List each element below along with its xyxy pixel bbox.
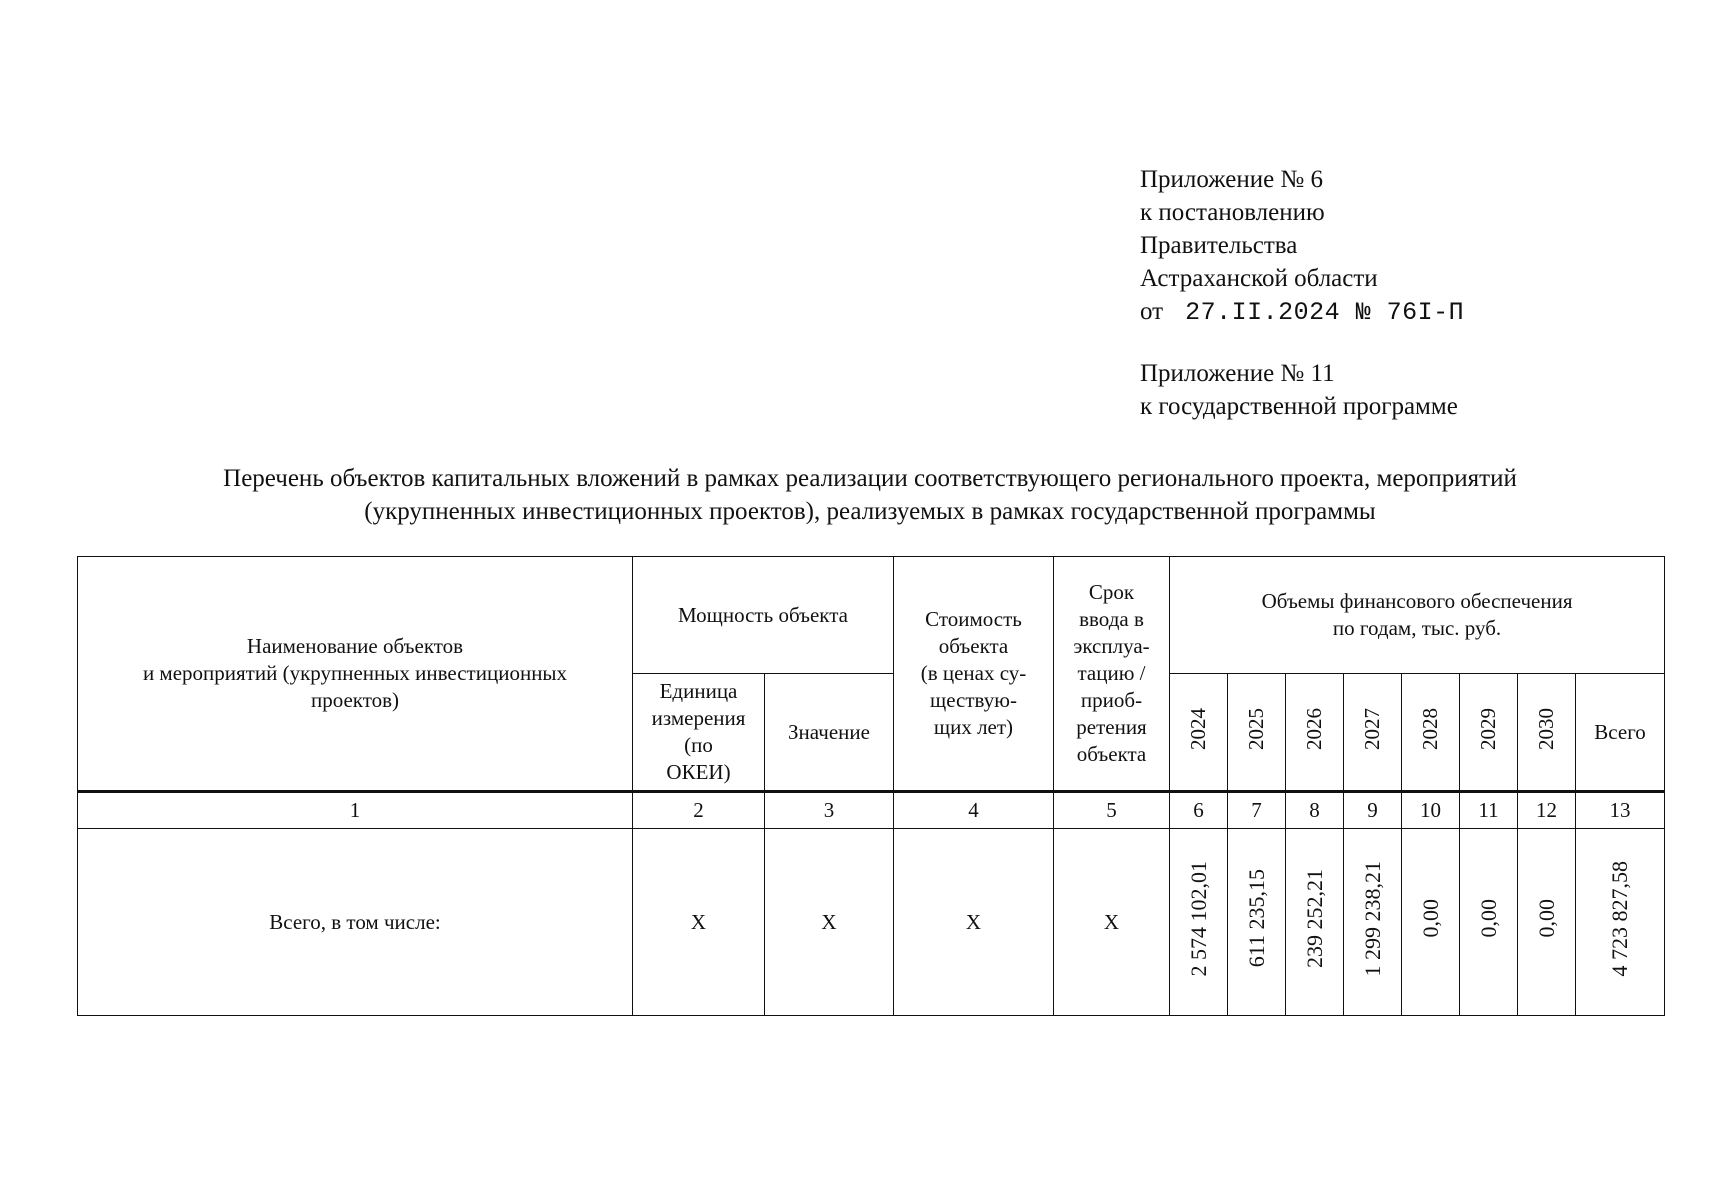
header-name-line: Наименование объектов — [246, 634, 464, 658]
amount-value: 239 252,21 — [1301, 869, 1327, 968]
column-number: 9 — [1344, 792, 1402, 829]
header-year-label: 2027 — [1360, 707, 1384, 750]
row-amount — [1402, 829, 1460, 1016]
column-number: 4 — [894, 792, 1054, 829]
column-number: 10 — [1402, 792, 1460, 829]
row-unit: X — [633, 829, 765, 1016]
amount-value: 1 299 238,21 — [1359, 860, 1385, 977]
table-row — [78, 829, 1665, 1016]
header-funding — [1170, 557, 1665, 674]
header-year — [1286, 674, 1344, 792]
amount-value: 611 235,15 — [1243, 869, 1269, 968]
header-term-line: эксплуа- — [1073, 634, 1150, 658]
row-amount — [1344, 829, 1402, 1016]
appendix-line: Приложение № 6 — [1140, 166, 1324, 193]
header-cost — [894, 557, 1054, 792]
title-line: (укрупненных инвестиционных проектов), реализуемых в рамках государственной программы — [364, 498, 1376, 525]
row-cost: X — [894, 829, 1054, 1016]
amount-value: 2 574 102,01 — [1185, 860, 1211, 977]
title-line: Перечень объектов капитальных вложений в рамках реализации соответствующего регионального проекта, мероприятий — [223, 465, 1517, 492]
header-funding-line: по годам, тыс. руб. — [1332, 616, 1502, 640]
header-term-line: ретения — [1076, 715, 1147, 739]
column-number: 8 — [1286, 792, 1344, 829]
header-unit-line: ОКЕИ) — [666, 760, 731, 784]
header-cost-line: объекта — [938, 634, 1009, 658]
header-year — [1460, 674, 1518, 792]
column-number: 2 — [633, 792, 765, 829]
header-term-line: ввода в — [1079, 607, 1144, 631]
row-amount — [1460, 829, 1518, 1016]
header-unit-line: (по — [684, 733, 713, 757]
header-year-label: 2025 — [1244, 707, 1268, 750]
header-year-label: 2026 — [1302, 707, 1326, 750]
column-number: 6 — [1170, 792, 1228, 829]
header-term-line: Срок — [1088, 580, 1135, 604]
amount-value: 0,00 — [1417, 899, 1443, 938]
date-stamp: 27.II.2024 № 76I-П — [1185, 298, 1465, 327]
row-amount — [1286, 829, 1344, 1016]
header-year-label: 2028 — [1418, 707, 1442, 750]
amount-value: 0,00 — [1533, 899, 1559, 938]
header-year — [1344, 674, 1402, 792]
header-year-label: 2024 — [1186, 707, 1210, 750]
appendix-line: к постановлению — [1140, 199, 1325, 226]
header-name-line: и мероприятий (укрупненных инвестиционных — [142, 661, 568, 685]
column-number: 11 — [1460, 792, 1518, 829]
row-name: Всего, в том числе: — [78, 829, 633, 1016]
appendix-line: к государственной программе — [1140, 393, 1458, 420]
header-cost-line: Стоимость — [925, 607, 1022, 631]
column-number: 5 — [1054, 792, 1170, 829]
column-number: 3 — [765, 792, 894, 829]
header-cost-line: щих лет) — [933, 715, 1014, 739]
header-unit-line: Единица — [659, 679, 738, 703]
row-amount — [1170, 829, 1228, 1016]
capital-investments-table — [77, 556, 1665, 1016]
appendix-line: Астраханской области — [1140, 265, 1378, 292]
header-term-line: тацию / — [1077, 661, 1146, 685]
header-year — [1518, 674, 1576, 792]
row-total — [1576, 829, 1665, 1016]
header-term — [1054, 557, 1170, 792]
header-cost-line: ществую- — [930, 688, 1017, 712]
column-number: 13 — [1576, 792, 1665, 829]
document-title — [60, 462, 1680, 528]
header-year — [1402, 674, 1460, 792]
amount-value: 0,00 — [1475, 899, 1501, 938]
column-number: 12 — [1518, 792, 1576, 829]
column-number: 1 — [78, 792, 633, 829]
row-term: X — [1054, 829, 1170, 1016]
header-term-line: приоб- — [1080, 688, 1143, 712]
header-term-line: объекта — [1076, 742, 1147, 766]
row-value: X — [765, 829, 894, 1016]
spacer — [1140, 329, 1464, 357]
header-year — [1228, 674, 1286, 792]
row-amount — [1228, 829, 1286, 1016]
header-year-label: 2029 — [1476, 707, 1500, 750]
column-number: 7 — [1228, 792, 1286, 829]
header-cost-line: (в ценах су- — [920, 661, 1027, 685]
header-unit — [633, 674, 765, 792]
row-amount — [1518, 829, 1576, 1016]
header-total: Всего — [1576, 674, 1665, 792]
header-value: Значение — [765, 674, 894, 792]
header-unit-line: измерения — [651, 706, 746, 730]
header-capacity: Мощность объекта — [633, 557, 894, 674]
header-name-line: проектов) — [310, 688, 400, 712]
header-year — [1170, 674, 1228, 792]
appendix-line: Правительства — [1140, 232, 1298, 259]
date-prefix: от — [1140, 298, 1164, 325]
appendix-block — [1140, 163, 1464, 423]
total-value: 4 723 827,58 — [1607, 860, 1633, 977]
appendix-line: Приложение № 11 — [1140, 360, 1335, 387]
header-name — [78, 557, 633, 792]
header-funding-line: Объемы финансового обеспечения — [1261, 589, 1573, 613]
header-year-label: 2030 — [1534, 707, 1558, 750]
resolution-date-line — [1140, 295, 1464, 329]
